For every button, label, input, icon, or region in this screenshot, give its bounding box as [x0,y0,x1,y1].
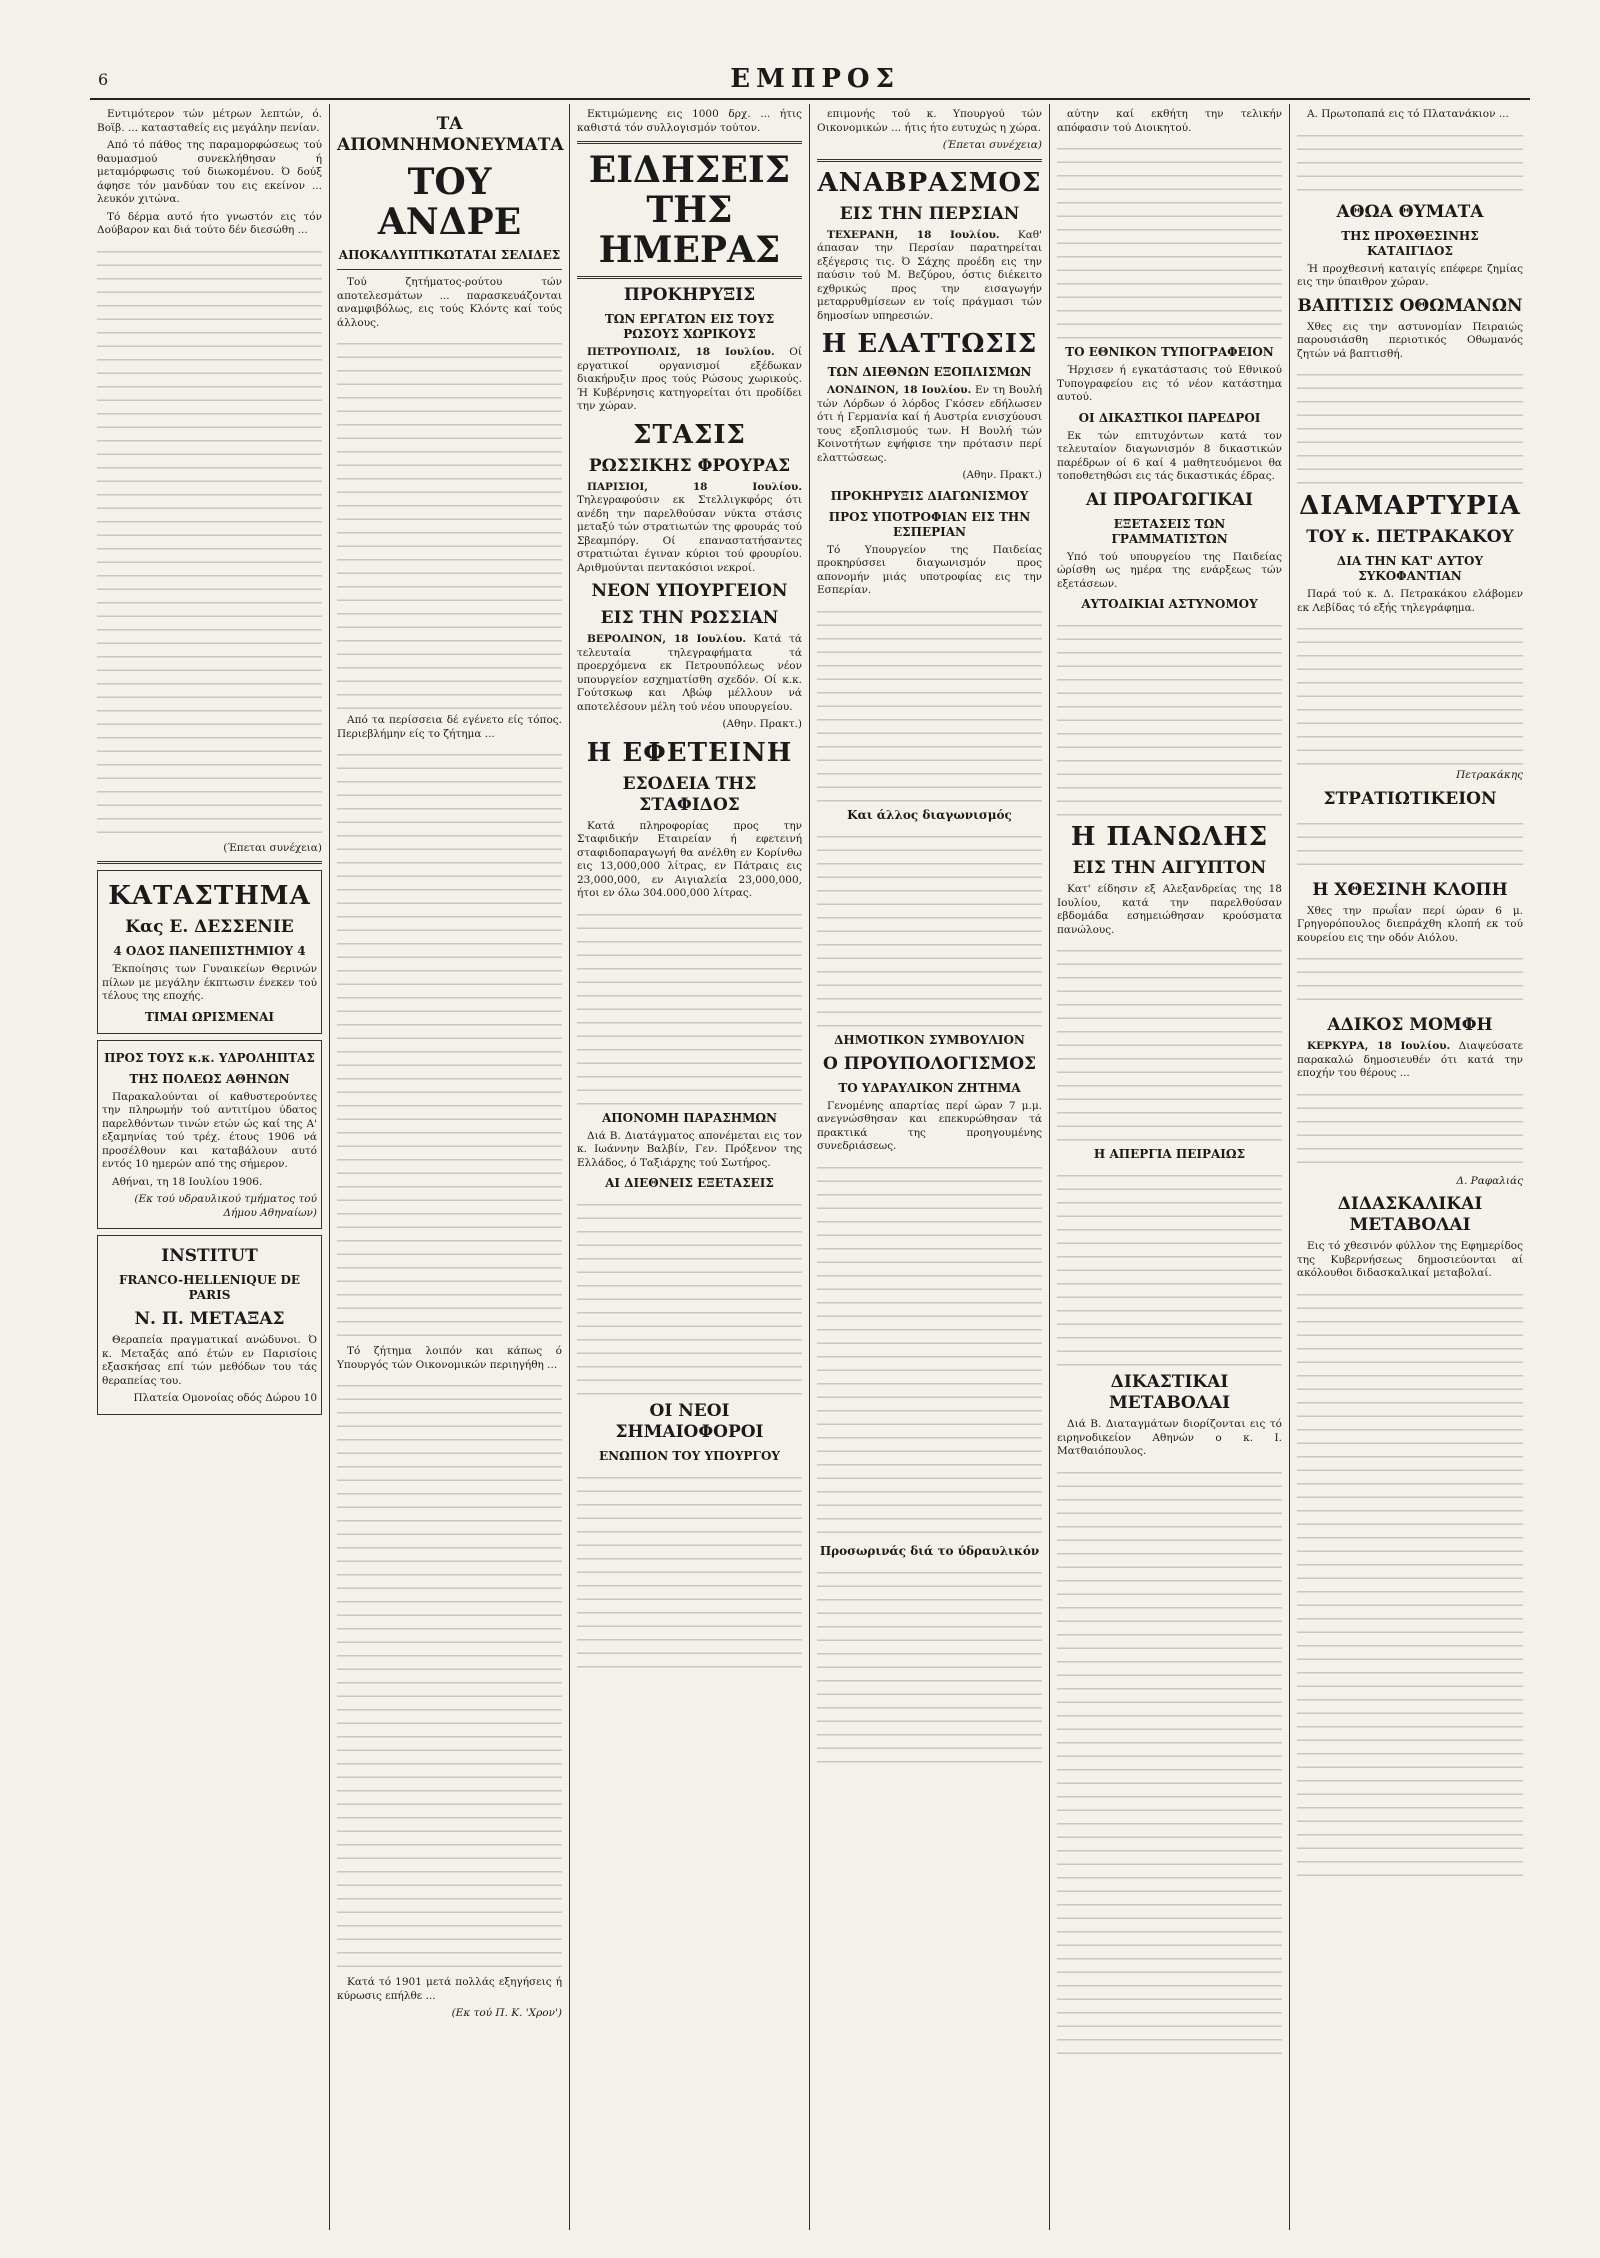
text-block [1297,126,1523,196]
subheadline: ΤΟ ΥΔΡΑΥΛΙΚΟΝ ΖΗΤΗΜΑ [838,1080,1021,1095]
article-text: Διά Β. Διατάγματος απονέμεται εις τον κ. Ιωάννην Βαλβίν, Γεν. Πρόξενον της Ελλάδος, ό Ταξιάρχης τού Σωτήρος. [577,1129,802,1169]
text-block [1297,949,1523,1009]
subheadline: ΕΙΣ ΤΗΝ ΡΩΣΣΙΑΝ [600,608,779,628]
article-text: Υπό τού υπουργείου της Παιδείας ώρίσθη ως ημέρα της ενάρξεως τών εξετάσεων. [1057,550,1282,590]
dateline: ΤΕΧΕΡΑΝΗ, 18 Ιουλίου. [827,228,1000,241]
paragraph: Εντιμότερον τών μέτρων λεπτών, ό. Βοϊβ. ... κατασταθείς εις μεγάλην πενίαν. [97,108,322,134]
dateline: ΛΟΝΔΙΝΟΝ, 18 Ιουλίου. [827,384,972,396]
headline: Και άλλος διαγωνισμός [847,807,1012,822]
paragraph: Τό δέρμα αυτό ήτο γνωστόν εις τόν Δούβαρον και διά τούτο δέν διεσώθη ... [97,210,322,236]
article-text: Τό Υπουργείον της Παιδείας προκηρύσσει διαγωνισμόν προς απονομήν μιάς υποτροφίας εις την Εσπερίαν. [817,543,1042,596]
headline: ΝΕΟΝ ΥΠΟΥΡΓΕΙΟΝ [591,581,788,601]
ad-prices: ΤΙΜΑΙ ΩΡΙΣΜΕΝΑΙ [144,1009,275,1024]
water-notice [97,1040,322,1230]
text-block [577,1468,802,1668]
paragraph: Κατά τό 1901 μετά πολλάς εξηγήσεις ή κύρωσις επήλθε ... [337,1976,562,2002]
ad-subtitle: FRANCO-HELLENIQUE DE PARIS [118,1273,301,1302]
section-headline: ΕΙΔΗΣΕΙΣ ΤΗΣ ΗΜΕΡΑΣ [588,149,791,271]
columns [90,104,1530,2230]
text-block [1297,1085,1523,1175]
source-note: (Αθην. Πρακτ.) [962,469,1042,481]
text-block [577,1195,802,1395]
newspaper-page [90,60,1530,2230]
text-block [1057,139,1282,339]
article-text: Οί εργατικοί οργανισμοί εξέδωκαν διακήρυξιν προς τούς Ρώσους χωρικούς. Ή Κυβέρνησις κατηγορείται ότι προδίδει την χώραν. [577,346,802,412]
notice-text: Παρακαλούνται οί καθυστερούντες την πληρωμήν τού αντιτίμου ύδατος παρελθόντων τινών ετών ώς καί της Α' εξαμηνίας τού τρέχ. έτους 1906 νά προσέλθουν και καταβάλουν αυτό εντός 10 ημερών από της σήμερον. [102,1090,317,1170]
article-text: Χθες την πρωΐαν περί ώραν 6 μ. Γρηγορόπουλος διεπράχθη κλοπή εκ τού κουρείου εις την οδόν Αιόλου. [1297,904,1523,944]
article-text: Κατά πληροφορίας προς την Σταφιδικήν Εταιρείαν ή εφετεινή σταφιδοπαραγωγή θα ανέλθη εν Κορίνθω εις 13,000,000 λίτρας, εν Πάτραις εις 23,000,000, εν Αιγιαλεία 23,000,000, ήτοι εν όλω 304.000,000 λίτρας. [577,819,802,899]
text-block [1057,1463,1282,2063]
page-number: 6 [98,69,109,89]
article-text: Εκ τών επιτυχόντων κατά τον τελευταίον διαγωνισμόν 8 δικαστικών παρέδρων οί 6 καί 4 μαθητευόμενοι θα τοποθετηθώσι εις τάς δικαστικάς έδρας. [1057,429,1282,482]
subheadline: ΔΙΑ ΤΗΝ ΚΑΤ' ΑΥΤΟΥ ΣΥΚΟΦΑΝΤΙΑΝ [1336,554,1484,583]
headline: ΑΙ ΠΡΟΑΓΩΓΙΚΑΙ [1085,489,1254,510]
subheadline: ΕΞΕΤΑΣΕΙΣ ΤΩΝ ΓΡΑΜΜΑΤΙΣΤΩΝ [1111,516,1228,546]
ad-address: Πλατεία Ομονοίας οδός Δώρου 10 [133,1392,317,1404]
article-text: Διά Β. Διαταγμάτων διορίζονται εις τό ειρηνοδικείον Αθηνών ο κ. Ι. Ματθαιόπουλος. [1057,1418,1282,1457]
text-block [817,602,1042,802]
paragraph: Τού ζητήματος-ρούτου τών αποτελεσμάτων ... παρασκευάζονται αναμφιβόλως, εις τούς Κλόντς καί τούς άλλους. [337,276,562,329]
ad-title: INSTITUT [161,1246,258,1266]
article-text: Κατ' είδησιν εξ Αλεξανδρείας της 18 Ιουλίου, κατά την παρελθούσαν εβδομάδα εσημειώθησαν κρούσματα πανώλους. [1057,883,1282,936]
headline: ΔΙΔΑΣΚΑΛΙΚΑΙ ΜΕΤΑΒΟΛΑΙ [1337,1194,1483,1235]
paragraph: Εκτιμώμενης εις 1000 δρχ. ... ήτις καθιστά τόν συλλογισμόν τούτον. [577,108,802,134]
article-text: Κατά τά τελευταία τηλεγραφήματα τά προερχόμενα εκ Πετρουπόλεως νέον υπουργείον εσχηματίσθη σχεδόν. Οί κ.κ. Γούτσκωφ και Λβώφ μέλλουν νά αποτελέσουν μέλη τού νέου υπουργείου. [577,633,802,713]
masthead [90,60,1530,100]
source-note: (Εκ τού Π. Κ. 'Χρον') [451,2007,562,2019]
subheadline: ΤΗΣ ΠΡΟΧΘΕΣΙΝΗΣ ΚΑΤΑΙΓΙΔΟΣ [1341,228,1479,258]
column-4 [810,104,1050,2230]
text-block [1057,1166,1282,1366]
headline: ΑΝΑΒΡΑΣΜΟΣ [817,167,1042,198]
subheadline: ΕΙΣ ΤΗΝ ΠΕΡΣΙΑΝ [839,203,1020,224]
headline: ΠΡΟΚΗΡΥΞΙΣ [623,285,756,305]
headline: ΤΟ ΕΘΝΙΚΟΝ ΤΥΠΟΓΡΑΦΕΙΟΝ [1065,345,1274,359]
text-block [1297,619,1523,769]
subheadline: ΑΠΟΚΑΛΥΠΤΙΚΩΤΑΤΑΙ ΣΕΛΙΔΕΣ [338,248,561,262]
headline: Η ΧΘΕΣΙΝΗ ΚΛΟΠΗ [1312,879,1508,900]
headline: ΑΠΟΝΟΜΗ ΠΑΡΑΣΗΜΩΝ [601,1110,778,1125]
text-block [1057,616,1282,816]
headline: Ο ΠΡΟΥΠΟΛΟΓΙΣΜΟΣ [822,1053,1037,1074]
headline: ΤΟΥ ΑΝΔΡΕ [377,161,522,243]
text-block [1057,941,1282,1141]
subheadline: ΕΙΣ ΤΗΝ ΑΙΓΥΠΤΟΝ [1072,858,1267,878]
paragraph: αύτην καί εκθήτη την τελικήν απόφασιν τού Διοικητού. [1057,108,1282,134]
headline: Προσωρινάς διά το ύδραυλικόν [819,1543,1040,1558]
dateline: ΠΕΤΡΟΥΠΟΛΙΣ, 18 Ιουλίου. [587,346,775,358]
headline: ΑΔΙΚΟΣ ΜΟΜΦΗ [1327,1015,1493,1035]
text-block [817,827,1042,1027]
column-3 [570,104,810,2230]
subheadline: ΕΣΟΔΕΙΑ ΤΗΣ ΣΤΑΦΙΔΟΣ [622,773,757,815]
notice-signature: (Εκ τού υδραυλικού τμήματος τού Δήμου Αθηναίων) [134,1193,317,1219]
article-text: Γενομένης απαρτίας περί ώραν 7 μ.μ. ανεγνώσθησαν και επεκυρώθησαν τά πρακτικά της προηγουμένης συνεδριάσεως. [817,1099,1042,1152]
article-text: Τηλεγραφούσιν εκ Στελλιγκφόρς ότι ανέδη την παρελθούσαν νύκτα στάσις μεταξύ τών στρατιωτών της φρουράς τού Σβεαμπόργ. Οί επαναστατήσαντες στρατιώται έγιναν κύριοι τού φρουρίου. Αριθμούνται πεντακόσιοι νεκροί. [577,494,802,574]
dateline: ΚΕΡΚΥΡΑ, 18 Ιουλίου. [1307,1040,1451,1052]
paragraph: Από τα περίσσεια δέ εγένετο είς τόπος. Περιεβλήμην είς το ζήτημα ... [337,714,562,740]
headline: ΑΙ ΔΙΕΘΝΕΙΣ ΕΞΕΤΑΣΕΙΣ [605,1176,774,1190]
article-text: Καθ' άπασαν την Περσίαν παρατηρείται εξέγερσις τις. Ό Σάχης προέδη εις την παύσιν τού Μ. Βεζύρου, όστις διέκειτο εχθρικώς προς την εισαγωγήν μεταρρυθμίσεων εν τοίς πράγμασι τών δημοσίων υπηρεσιών. [817,228,1042,322]
text-block [577,905,802,1105]
continued-note: (Έπεται συνέχεια) [942,139,1042,151]
headline: ΣΤΡΑΤΙΩΤΙΚΕΙΟΝ [1323,788,1497,809]
headline: ΔΙΚΑΣΤΙΚΑΙ ΜΕΤΑΒΟΛΑΙ [1108,1372,1231,1413]
headline: ΤΑ ΑΠΟΜΝΗΜΟΝΕΥΜΑΤΑ [337,114,564,155]
text-block [1297,1285,1523,1885]
text-block [97,242,322,842]
article-text: Ήρχισεν ή εγκατάστασις τού Εθνικού Τυπογραφείου εις τό νέον κατάστημα αυτού. [1057,364,1282,403]
ad-name: Ν. Π. ΜΕΤΑΞΑΣ [134,1309,285,1329]
headline: ΔΗΜΟΤΙΚΟΝ ΣΥΜΒΟΥΛΙΟΝ [834,1032,1025,1047]
headline: Η ΑΠΕΡΓΙΑ ΠΕΙΡΑΙΩΣ [1093,1147,1246,1161]
paragraph: Από τό πάθος της παραμορφώσεως τού θαυμασμού συνεκλήθησαν ή μεταμόρφωσις τού διωκομένου. Ό δούξ άφησε τόν μανδύαν του εις εκείνον ... λευκόν χιτώνα. [97,139,322,205]
headline: ΔΙΑΜΑΡΤΥΡΙΑ [1299,491,1521,521]
institute-ad [97,1235,322,1415]
text-block [1297,814,1523,874]
newspaper-title: ΕΜΠΡΟΣ [730,64,900,94]
paragraph: Τό ζήτημα λοιπόν και κάπως ό Υπουργός τών Οικονομικών περιηγήθη ... [337,1345,562,1371]
notice-date: Αθήναι, τη 18 Ιουλίου 1906. [112,1175,263,1188]
subheadline: ΤΩΝ ΔΙΕΘΝΩΝ ΕΞΟΠΛΙΣΜΩΝ [827,365,1032,379]
notice-title: ΠΡΟΣ ΤΟΥΣ κ.κ. ΥΔΡΟΛΗΠΤΑΣ [104,1050,315,1065]
text-block [1297,365,1523,485]
headline: ΣΤΑΣΙΣ [633,419,746,450]
continued-note: (Έπεται συνέχεια) [223,841,322,854]
headline: Η ΕΛΑΤΤΩΣΙΣ [821,329,1038,359]
signature: Πετρακάκης [1456,769,1523,781]
column-6 [1290,104,1530,2230]
article-text: Εις τό χθεσινόν φύλλον της Εφημερίδος της Κυβερνήσεως δημοσιεύονται αί ακόλουθοι διδασκαλικαί μεταβολαί. [1297,1240,1523,1279]
dateline: ΠΑΡΙΣΙΟΙ, 18 Ιουλίου. [587,480,802,493]
ad-owner: Κας Ε. ΔΕΣΣΕΝΙΕ [125,917,294,937]
source-note: (Αθην. Πρακτ.) [722,718,802,730]
text-block [337,1376,562,1976]
column-2 [330,104,570,2230]
subheadline: ΠΡΟΣ ΥΠΟΤΡΟΦΙΑΝ ΕΙΣ ΤΗΝ ΕΣΠΕΡΙΑΝ [828,509,1031,539]
ad-text: Έκποίησις των Γυναικείων Θερινών πίλων με μεγάλην έκπτωσιν ένεκεν τού τέλους της εποχής. [102,963,317,1002]
headline: Η ΕΦΕΤΕΙΝΗ [586,737,793,768]
column-1 [90,104,330,2230]
article-text: Ή προχθεσινή καταιγίς επέφερε ζημίας εις την ύπαιθρον χώραν. [1297,262,1523,288]
dateline: ΒΕΡΟΛΙΝΟΝ, 18 Ιουλίου. [587,633,747,645]
text-block [337,334,562,714]
text-block [817,1158,1042,1538]
column-5 [1050,104,1290,2230]
shop-ad [97,870,322,1034]
headline: ΟΙ ΝΕΟΙ ΣΗΜΑΙΟΦΟΡΟΙ [615,1401,764,1442]
article-text: Εν τη Βουλή τών Λόρδων ό λόρδος Γκόσεν εδήλωσεν ότι ή Γερμανία καί ή Αυστρία ενισχύουσι τους εξοπλισμούς των. Η Βουλή τών Κοινοτήτων εψήφισε την πρότασιν περί ελαττώσεως. [817,384,1042,464]
text-block [337,745,562,1345]
subheadline: ΤΟΥ κ. ΠΕΤΡΑΚΑΚΟΥ [1306,527,1514,547]
article-text: Διαψεύσατε παρακαλώ δημοσιευθέν ότι κατά την εποχήν του θέρους ... [1297,1040,1523,1079]
notice-subtitle: ΤΗΣ ΠΟΛΕΩΣ ΑΘΗΝΩΝ [129,1071,290,1086]
headline: ΑΥΤΟΔΙΚΙΑΙ ΑΣΤΥΝΟΜΟΥ [1081,597,1258,611]
subheadline: ΤΩΝ ΕΡΓΑΤΩΝ ΕΙΣ ΤΟΥΣ ΡΩΣΟΥΣ ΧΩΡΙΚΟΥΣ [604,312,775,341]
subheadline: ΡΩΣΣΙΚΗΣ ΦΡΟΥΡΑΣ [588,455,791,476]
paragraph: Α. Πρωτοπαπά εις τό Πλατανάκιον ... [1307,108,1509,120]
headline: ΟΙ ΔΙΚΑΣΤΙΚΟΙ ΠΑΡΕΔΡΟΙ [1078,410,1261,425]
headline: Η ΠΑΝΩΛΗΣ [1070,822,1269,852]
headline: ΠΡΟΚΗΡΥΞΙΣ ΔΙΑΓΩΝΙΣΜΟΥ [830,488,1029,503]
ad-address: 4 ΟΔΟΣ ΠΑΝΕΠΙΣΤΗΜΙΟΥ 4 [113,944,306,958]
signature: Δ. Ραφαλιάς [1456,1174,1523,1187]
ad-title: ΚΑΤΑΣΤΗΜΑ [108,881,311,911]
ad-text: Θεραπεία πραγματικαί ανώδυνοι. Ό κ. Μεταξάς από έτών εν Παρισίοις εξασκήσας επί τών μεθόδων του τάς θεραπείας του. [102,1334,317,1387]
article-text: Παρά τού κ. Δ. Πετρακάκου ελάβομεν εκ Λεβίδας τό εξής τηλεγράφημα. [1297,588,1523,614]
paragraph: επιμονής τού κ. Υπουργού τών Οικονομικών ... ήτις ήτο ευτυχώς η χώρα. [817,108,1042,134]
text-block [817,1563,1042,1763]
article-text: Χθες εις την αστυνομίαν Πειραιώς παρουσιάσθη περιοτικός Οθωμανός ζητών νά βαπτισθή. [1297,320,1523,360]
headline: ΑΘΩΑ ΘΥΜΑΤΑ [1336,201,1484,222]
subheadline: ΕΝΩΠΙΟΝ ΤΟΥ ΥΠΟΥΡΓΟΥ [599,1449,780,1463]
headline: ΒΑΠΤΙΣΙΣ ΟΘΩΜΑΝΩΝ [1297,295,1523,316]
